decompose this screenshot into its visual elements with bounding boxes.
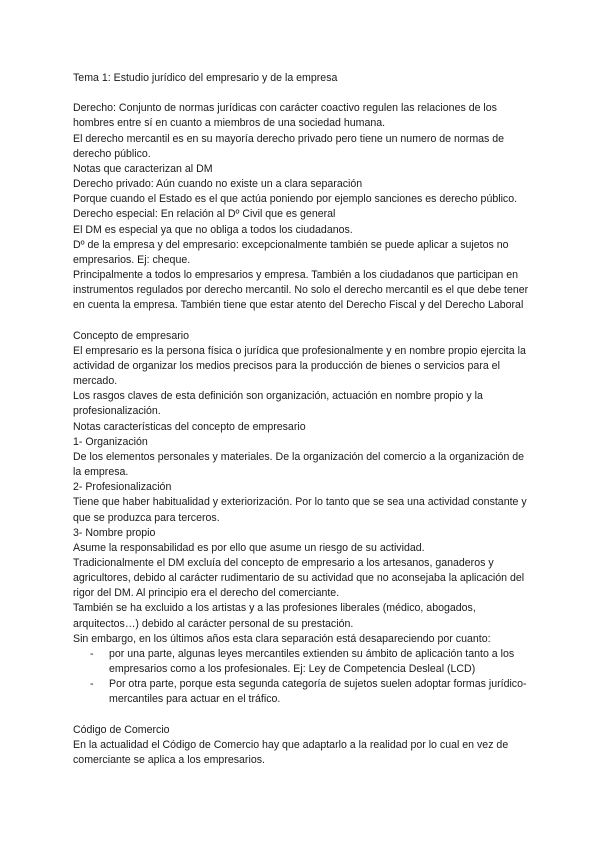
list-item-text: por una parte, algunas leyes mercantiles extienden su ámbito de aplicación tanto a los empresarios como a los profesionales. Ej: Ley de Competencia Desleal (LCD) xyxy=(109,647,515,676)
paragraph-rasgos-claves: Los rasgos claves de esta definición son organización, actuación en nombre propio y la profesionalización. xyxy=(73,390,483,418)
paragraph-empresario-definition: El empresario es la persona física o jurídica que profesionalmente y en nombre propio ejercita la actividad de organizar los medios precisos para la producción de bienes o servicios para el mercado. xyxy=(73,344,526,388)
item-heading-profesionalizacion: 2- Profesionalización xyxy=(73,481,172,494)
paragraph-derecho-empresa: Dº de la empresa y del empresario: excepcionalmente también se puede aplicar a sujetos no empresarios. Ej: cheque. xyxy=(73,238,509,266)
paragraph-notas-dm: Notas que caracterizan al DM xyxy=(73,162,213,175)
item-heading-nombre-propio: 3- Nombre propio xyxy=(73,526,156,539)
paragraph-dm-especial: El DM es especial ya que no obliga a todos los ciudadanos. xyxy=(73,223,353,236)
list-item xyxy=(73,647,533,677)
paragraph-sin-embargo: Sin embargo, en los últimos años esta clara separación está desapareciendo por cuanto: xyxy=(73,632,491,645)
section-heading-codigo-comercio: Código de Comercio xyxy=(73,723,170,736)
paragraph-responsabilidad: Asume la responsabilidad es por ello que asume un riesgo de su actividad. xyxy=(73,541,425,554)
blank-line xyxy=(73,86,533,101)
paragraph-dm-private-public: El derecho mercantil es en su mayoría derecho privado pero tiene un numero de normas de derecho público. xyxy=(73,132,505,160)
bullet-dash: - xyxy=(90,647,94,660)
paragraph-principalmente: Principalmente a todos lo empresarios y empresa. También a los ciudadanos que participan en instrumentos regulados por derecho mercantil. No solo el derecho mercantil es el que debe tener en cuenta la empresa. También tiene que estar atento del Derecho Fiscal y del Derecho Laboral xyxy=(73,269,529,312)
paragraph-estado-actua: Porque cuando el Estado es el que actúa poniendo por ejemplo sanciones es derecho público. xyxy=(73,193,518,206)
paragraph-profesionalizacion: Tiene que haber habitualidad y exteriorización. Por lo tanto que se sea una actividad constante y que se produzca para terceros. xyxy=(73,496,527,524)
bullet-dash: - xyxy=(90,678,94,691)
paragraph-derecho-privado: Derecho privado: Aún cuando no existe un a clara separación xyxy=(73,178,363,191)
list-item xyxy=(73,677,533,707)
paragraph-tradicionalmente: Tradicionalmente el DM excluía del concepto de empresario a los artesanos, ganaderos y agricultores, debido al carácter rudimentario de su actividad que no aconsejaba la aplicación del rigor del DM. Al principio era el derecho del comerciante. xyxy=(73,556,525,600)
document-title: Tema 1: Estudio jurídico del empresario y de la empresa xyxy=(73,72,338,84)
blank-line xyxy=(73,313,533,328)
blank-line xyxy=(73,708,533,723)
paragraph-organizacion: De los elementos personales y materiales. De la organización del comercio a la organización de la empresa. xyxy=(73,450,525,479)
paragraph-artistas: También se ha excluido a los artistas y a las profesiones liberales (médico, abogados, arquitectos…) debido al carácter personal de su prestación. xyxy=(73,602,476,630)
list-item-text: Por otra parte, porque esta segunda categoría de sujetos suelen adoptar formas jurídico-mercantiles para actuar en el tráfico. xyxy=(109,678,527,706)
document-body xyxy=(73,71,533,768)
paragraph-derecho-especial: Derecho especial: En relación al Dº Civil que es general xyxy=(73,208,336,221)
bullet-list xyxy=(73,647,533,708)
paragraph-codigo-comercio: En la actualidad el Código de Comercio hay que adaptarlo a la realidad por lo cual en vez de comerciante se aplica a los empresarios. xyxy=(73,738,509,766)
section-heading-concepto-empresario: Concepto de empresario xyxy=(73,329,190,342)
paragraph-derecho-definition: Derecho: Conjunto de normas jurídicas con carácter coactivo regulen las relaciones de los hombres entre sí en cuanto a miembros de una sociedad humana. xyxy=(73,102,497,130)
paragraph-notas-caracteristicas: Notas características del concepto de empresario xyxy=(73,420,306,433)
item-heading-organizacion: 1- Organización xyxy=(73,435,148,448)
